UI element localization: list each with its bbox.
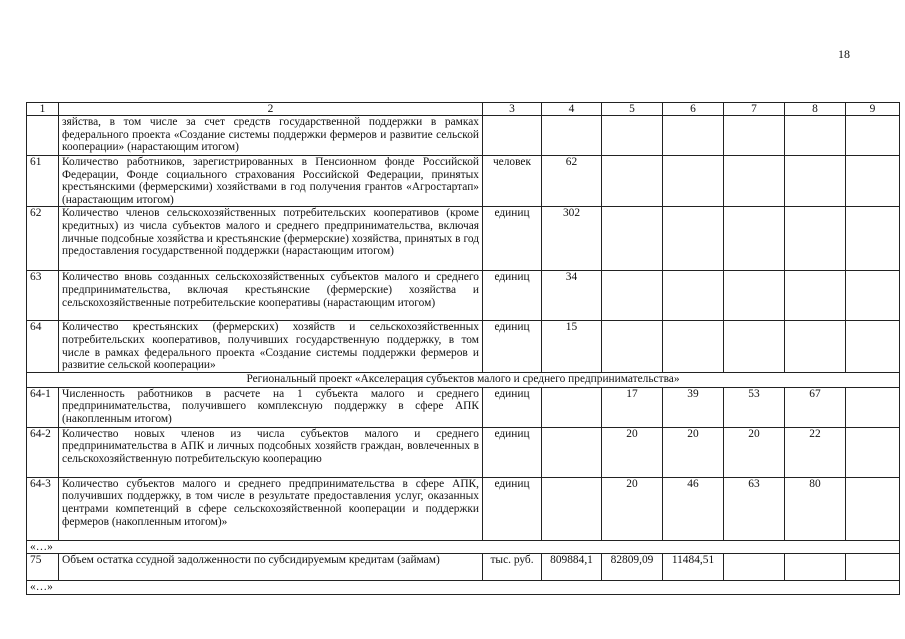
indicator-description: Количество членов сельскохозяйственных потребительских кооперативов (кроме кредитных) из числа субъектов малого и среднего предпринимательства, включая личные подсобные хозяйства и крестьянские (фермерские) хозяйства, принятых в год предоставления государственной поддержки (нарастающим итогом) bbox=[59, 207, 483, 271]
value-cell bbox=[785, 116, 846, 156]
indicator-description: Количество работников, зарегистрированных в Пенсионном фонде Российской Федерации, Фонде социального страхования Российской Федерации, принятых крестьянскими (фермерскими) хозяйствами в год получения грантов «Агростартап» (нарастающим итогом) bbox=[59, 156, 483, 207]
table-row bbox=[27, 427, 900, 477]
section-row bbox=[27, 372, 900, 387]
indicator-description: Количество субъектов малого и среднего предпринимательства в сфере АПК, получивших поддержку, в том числе в результате предоставления услуг, оказанных центрами компетенций в сфере сельскохозяйственной кооперации и поддержки фермеров (накопленным итогом)» bbox=[59, 477, 483, 540]
row-number: 61 bbox=[27, 156, 59, 207]
value-cell bbox=[785, 156, 846, 207]
value-cell bbox=[602, 207, 663, 271]
value-cell: 34 bbox=[542, 271, 602, 321]
ellipsis-row bbox=[27, 581, 900, 595]
value-cell: 67 bbox=[785, 387, 846, 427]
unit-cell: человек bbox=[483, 156, 542, 207]
column-number: 3 bbox=[483, 103, 542, 116]
column-number: 2 bbox=[59, 103, 483, 116]
column-number: 6 bbox=[663, 103, 724, 116]
row-number: 75 bbox=[27, 554, 59, 581]
value-cell: 11484,51 bbox=[663, 554, 724, 581]
value-cell bbox=[724, 554, 785, 581]
value-cell bbox=[846, 207, 900, 271]
table-row bbox=[27, 321, 900, 372]
value-cell: 63 bbox=[724, 477, 785, 540]
column-number: 5 bbox=[602, 103, 663, 116]
value-cell: 20 bbox=[602, 427, 663, 477]
row-number: 64-1 bbox=[27, 387, 59, 427]
ellipsis-text: «…» bbox=[27, 540, 900, 554]
table-row bbox=[27, 477, 900, 540]
value-cell bbox=[785, 554, 846, 581]
value-cell bbox=[846, 271, 900, 321]
value-cell bbox=[846, 554, 900, 581]
value-cell bbox=[785, 271, 846, 321]
value-cell bbox=[602, 156, 663, 207]
value-cell bbox=[602, 116, 663, 156]
value-cell bbox=[785, 321, 846, 372]
table-row bbox=[27, 207, 900, 271]
value-cell: 20 bbox=[602, 477, 663, 540]
value-cell: 302 bbox=[542, 207, 602, 271]
column-number: 4 bbox=[542, 103, 602, 116]
value-cell: 82809,09 bbox=[602, 554, 663, 581]
value-cell bbox=[542, 387, 602, 427]
indicator-description: Количество новых членов из числа субъектов малого и среднего предпринимательства в АПК и личных подсобных хозяйств граждан, вовлеченных в сельскохозяйственную потребительскую кооперацию bbox=[59, 427, 483, 477]
value-cell: 80 bbox=[785, 477, 846, 540]
value-cell bbox=[724, 207, 785, 271]
unit-cell: единиц bbox=[483, 427, 542, 477]
value-cell bbox=[724, 116, 785, 156]
value-cell bbox=[846, 427, 900, 477]
unit-cell: единиц bbox=[483, 387, 542, 427]
column-number: 1 bbox=[27, 103, 59, 116]
ellipsis-text: «…» bbox=[27, 581, 900, 595]
row-number: 62 bbox=[27, 207, 59, 271]
value-cell bbox=[846, 321, 900, 372]
value-cell bbox=[846, 387, 900, 427]
unit-cell: единиц bbox=[483, 321, 542, 372]
value-cell: 53 bbox=[724, 387, 785, 427]
value-cell bbox=[663, 207, 724, 271]
value-cell bbox=[724, 156, 785, 207]
value-cell bbox=[663, 271, 724, 321]
value-cell: 20 bbox=[663, 427, 724, 477]
value-cell bbox=[542, 116, 602, 156]
row-number bbox=[27, 116, 59, 156]
section-title: Региональный проект «Акселерация субъектов малого и среднего предпринимательства» bbox=[27, 372, 900, 387]
value-cell: 809884,1 bbox=[542, 554, 602, 581]
column-number: 7 bbox=[724, 103, 785, 116]
column-number: 8 bbox=[785, 103, 846, 116]
indicators-table bbox=[26, 102, 900, 595]
value-cell bbox=[846, 116, 900, 156]
column-number: 9 bbox=[846, 103, 900, 116]
value-cell bbox=[602, 271, 663, 321]
unit-cell bbox=[483, 116, 542, 156]
page-number: 18 bbox=[838, 47, 850, 61]
value-cell bbox=[542, 427, 602, 477]
table-row bbox=[27, 387, 900, 427]
value-cell bbox=[542, 477, 602, 540]
value-cell bbox=[663, 321, 724, 372]
table-row bbox=[27, 554, 900, 581]
unit-cell: тыс. руб. bbox=[483, 554, 542, 581]
table-row bbox=[27, 116, 900, 156]
row-number: 64-3 bbox=[27, 477, 59, 540]
value-cell: 17 bbox=[602, 387, 663, 427]
ellipsis-row bbox=[27, 540, 900, 554]
indicator-description: Численность работников в расчете на 1 субъекта малого и среднего предпринимательства, получившего комплексную поддержку в сфере АПК (накопленным итогом) bbox=[59, 387, 483, 427]
row-number: 64-2 bbox=[27, 427, 59, 477]
indicator-description: Количество вновь созданных сельскохозяйственных субъектов малого и среднего предпринимательства, включая крестьянские (фермерские) хозяйства и сельскохозяйственные потребительские кооперативы (нарастающим итогом) bbox=[59, 271, 483, 321]
unit-cell: единиц bbox=[483, 207, 542, 271]
value-cell bbox=[602, 321, 663, 372]
value-cell bbox=[663, 156, 724, 207]
value-cell bbox=[846, 477, 900, 540]
column-number-row bbox=[27, 103, 900, 116]
row-number: 64 bbox=[27, 321, 59, 372]
value-cell bbox=[663, 116, 724, 156]
value-cell: 39 bbox=[663, 387, 724, 427]
value-cell bbox=[724, 271, 785, 321]
value-cell: 20 bbox=[724, 427, 785, 477]
value-cell: 62 bbox=[542, 156, 602, 207]
unit-cell: единиц bbox=[483, 477, 542, 540]
row-number: 63 bbox=[27, 271, 59, 321]
value-cell: 46 bbox=[663, 477, 724, 540]
value-cell bbox=[785, 207, 846, 271]
indicator-description: зяйства, в том числе за счет средств государственной поддержки в рамках федерального проекта «Создание системы поддержки фермеров и развитие сельской кооперации» (нарастающим итогом) bbox=[59, 116, 483, 156]
table-row bbox=[27, 156, 900, 207]
value-cell bbox=[846, 156, 900, 207]
value-cell: 22 bbox=[785, 427, 846, 477]
indicator-description: Количество крестьянских (фермерских) хозяйств и сельскохозяйственных потребительских кооперативов, получивших государственную поддержку, в том числе в рамках федерального проекта «Создание системы поддержки фермеров и развитие сельской кооперации» bbox=[59, 321, 483, 372]
indicator-description: Объем остатка ссудной задолженности по субсидируемым кредитам (займам) bbox=[59, 554, 483, 581]
unit-cell: единиц bbox=[483, 271, 542, 321]
value-cell bbox=[724, 321, 785, 372]
value-cell: 15 bbox=[542, 321, 602, 372]
table-row bbox=[27, 271, 900, 321]
